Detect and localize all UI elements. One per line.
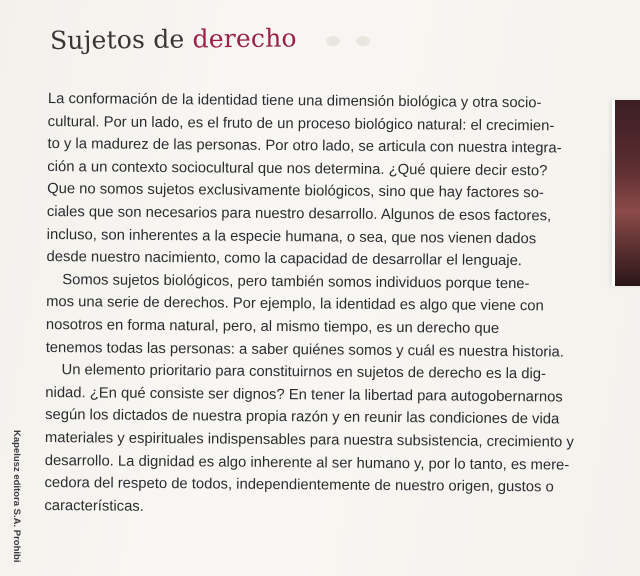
text-line: ciales que son necesarios para nuestro desarrollo. Algunos de esos factores,: [46, 203, 552, 225]
text-line: La conformación de la identidad tiene una dimensión biológica y otra socio-: [47, 90, 542, 112]
text-line: incluso, son inherentes a la especie humana, o sea, que nos vienen dados: [46, 226, 537, 247]
text-line: desarrollo. La dignidad es algo inherente al ser humano y, por lo tanto, es mere-: [44, 452, 570, 474]
body-text: [44, 88, 608, 522]
text-line: mos una serie de derechos. Por ejemplo, la identidad es algo que viene con: [46, 294, 544, 315]
text-line: nidad. ¿En qué consiste ser dignos? En tener la libertad para autogobernarnos: [45, 384, 563, 406]
text-line: tenemos todas las personas: a saber quiénes somos y cuál es nuestra historia.: [45, 339, 564, 361]
faint-ornament: [326, 36, 340, 46]
text-line: Somos sujetos biológicos, pero también somos individuos porque tene-: [62, 271, 530, 292]
text-line: nosotros en forma natural, pero, al mismo tiempo, es un derecho que: [45, 316, 500, 337]
faint-ornament: [356, 36, 370, 46]
text-line: desde nuestro nacimiento, como la capacidad de desarrollar el lenguaje.: [46, 249, 523, 270]
title-part-1: Sujetos de: [49, 24, 193, 55]
side-credit: Kapelusz editora S.A. Prohibi: [11, 430, 22, 563]
text-line: Un elemento prioritario para constituirnos en sujetos de derecho es la dig-: [61, 362, 547, 383]
text-line: ción a un contexto sociocultural que nos determina. ¿Qué quiere decir esto?: [47, 158, 548, 180]
text-line: cedora del respeto de todos, independientemente de nuestro origen, gustos o: [44, 475, 554, 496]
text-line: características.: [44, 497, 144, 515]
cropped-photo: [612, 100, 640, 286]
text-line: to y la madurez de las personas. Por otro lado, se articula con nuestra integra-: [47, 136, 562, 157]
title-part-2: derecho: [192, 23, 297, 54]
text-line: según los dictados de nuestra propia razón y en reunir las condiciones de vida: [45, 407, 560, 428]
text-line: materiales y espirituales indispensables para nuestra subsistencia, crecimiento y: [44, 429, 574, 451]
text-line: cultural. Por un lado, es el fruto de un proceso biológico natural: el crecimien-: [47, 113, 555, 135]
text-line: Que no somos sujetos exclusivamente biológicos, sino que hay factores so-: [47, 181, 544, 202]
section-title: [50, 23, 297, 55]
